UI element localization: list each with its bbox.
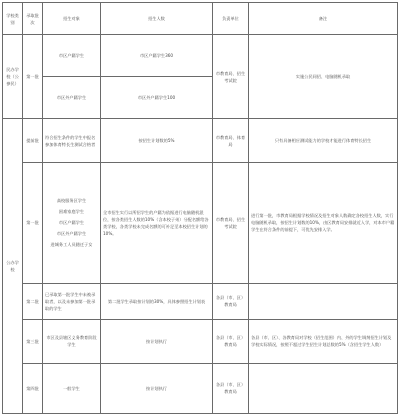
public-category: 公办学校 bbox=[3, 119, 23, 414]
public-dept-4: 各县（市、区）教育局 bbox=[213, 319, 249, 363]
public-batch-1: 提前批 bbox=[23, 119, 43, 163]
target-item: 高校服务区学生 bbox=[56, 198, 87, 204]
public-dept-1: 市教育局、体育局 bbox=[213, 119, 249, 163]
public-remark-5 bbox=[249, 363, 398, 413]
public-batch-4: 第三批 bbox=[23, 319, 43, 363]
target-item: 进城务工人员随迁子女 bbox=[50, 242, 93, 248]
header-target: 招生对象 bbox=[43, 3, 101, 35]
public-plan-1: 按招生计划数的5% bbox=[101, 119, 213, 163]
private-plan-2: 市区外户籍学生100 bbox=[101, 77, 213, 119]
public-plan-2: 全市招生实行以所招学生的户籍为依据进行电脑随机派位，按各类招生人数的10%（含本校子弟）分配名额给各类学校，各类学校未完成名额的可补足至本校招生计划的10%。 bbox=[101, 163, 213, 283]
public-remark-4: 各县（市、区）、各教育局对学校（招生范围）内、外的学生调剂招生计划及学校实际情况，按照不超过学生招生计划总数的5%（含招生学生人数） bbox=[249, 319, 398, 363]
header-remark: 备注 bbox=[249, 3, 398, 35]
table-row bbox=[3, 319, 398, 363]
header-row bbox=[3, 3, 398, 35]
private-target-2: 市区外户籍学生 bbox=[43, 77, 101, 119]
public-remark-2: 进行第一批，市教育局根据学校情况及招生对象人数确定各校招生人数，实行电脑随机录取，按招生计划数的10%，由区教育局安排就近入学，对本市户籍学生在符合条件的前提下，可优先安排入学。 bbox=[249, 163, 398, 283]
private-category: 民办学校（公参民） bbox=[3, 35, 23, 119]
public-dept-5: 各县（市、区）教育局 bbox=[213, 363, 249, 413]
public-targets-2 bbox=[43, 163, 101, 283]
target-item: 困难家庭学生 bbox=[58, 209, 85, 215]
public-target-4: 市区及县辖区义务教育阶段学生 bbox=[43, 319, 101, 363]
target-item: 市区户籍学生 bbox=[58, 220, 85, 226]
table-row bbox=[3, 119, 398, 163]
public-target-1: 符合招生条件的学生中报名参加体育特长生测试合格者 bbox=[43, 119, 101, 163]
table-row bbox=[3, 35, 398, 77]
public-target-3: 已录取第一批学生中未被录取者，以及未参加第一批录取的学生 bbox=[43, 283, 101, 319]
private-target-1: 市区户籍学生 bbox=[43, 35, 101, 77]
header-dept: 负责单位 bbox=[213, 3, 249, 35]
public-plan-3: 第二批学生录取按计划的30%，具体参照招生计划表 bbox=[101, 283, 213, 319]
public-plan-5: 按计划执行 bbox=[101, 363, 213, 413]
public-remark-3 bbox=[249, 283, 398, 319]
private-dept: 市教育局、招生考试院 bbox=[213, 35, 249, 119]
public-plan-4: 按计划执行 bbox=[101, 319, 213, 363]
header-type: 学校类别 bbox=[3, 3, 23, 35]
private-remark: 实施公民同招、电脑随机录取 bbox=[249, 35, 398, 119]
public-batch-3: 第二批 bbox=[23, 283, 43, 319]
table-row bbox=[3, 283, 398, 319]
table-row bbox=[3, 163, 398, 283]
header-plan: 招生人数 bbox=[101, 3, 213, 35]
admission-table bbox=[2, 2, 398, 414]
table-row bbox=[3, 363, 398, 413]
public-batch-2: 第一批 bbox=[23, 163, 43, 283]
public-dept-3: 各县（市、区）教育局 bbox=[213, 283, 249, 319]
public-dept-2: 市教育局、招生考试院 bbox=[213, 163, 249, 283]
public-batch-5: 第四批 bbox=[23, 363, 43, 413]
private-batch: 第一批 bbox=[23, 35, 43, 119]
public-remark-1: 只有具备相应测试能力的学校才能进行体育特长招生 bbox=[249, 119, 398, 163]
private-plan-1: 市区户籍学生360 bbox=[101, 35, 213, 77]
target-item: 市区外户籍学生 bbox=[56, 231, 87, 237]
header-stage: 录取批次 bbox=[23, 3, 43, 35]
public-target-5: 一般学生 bbox=[43, 363, 101, 413]
